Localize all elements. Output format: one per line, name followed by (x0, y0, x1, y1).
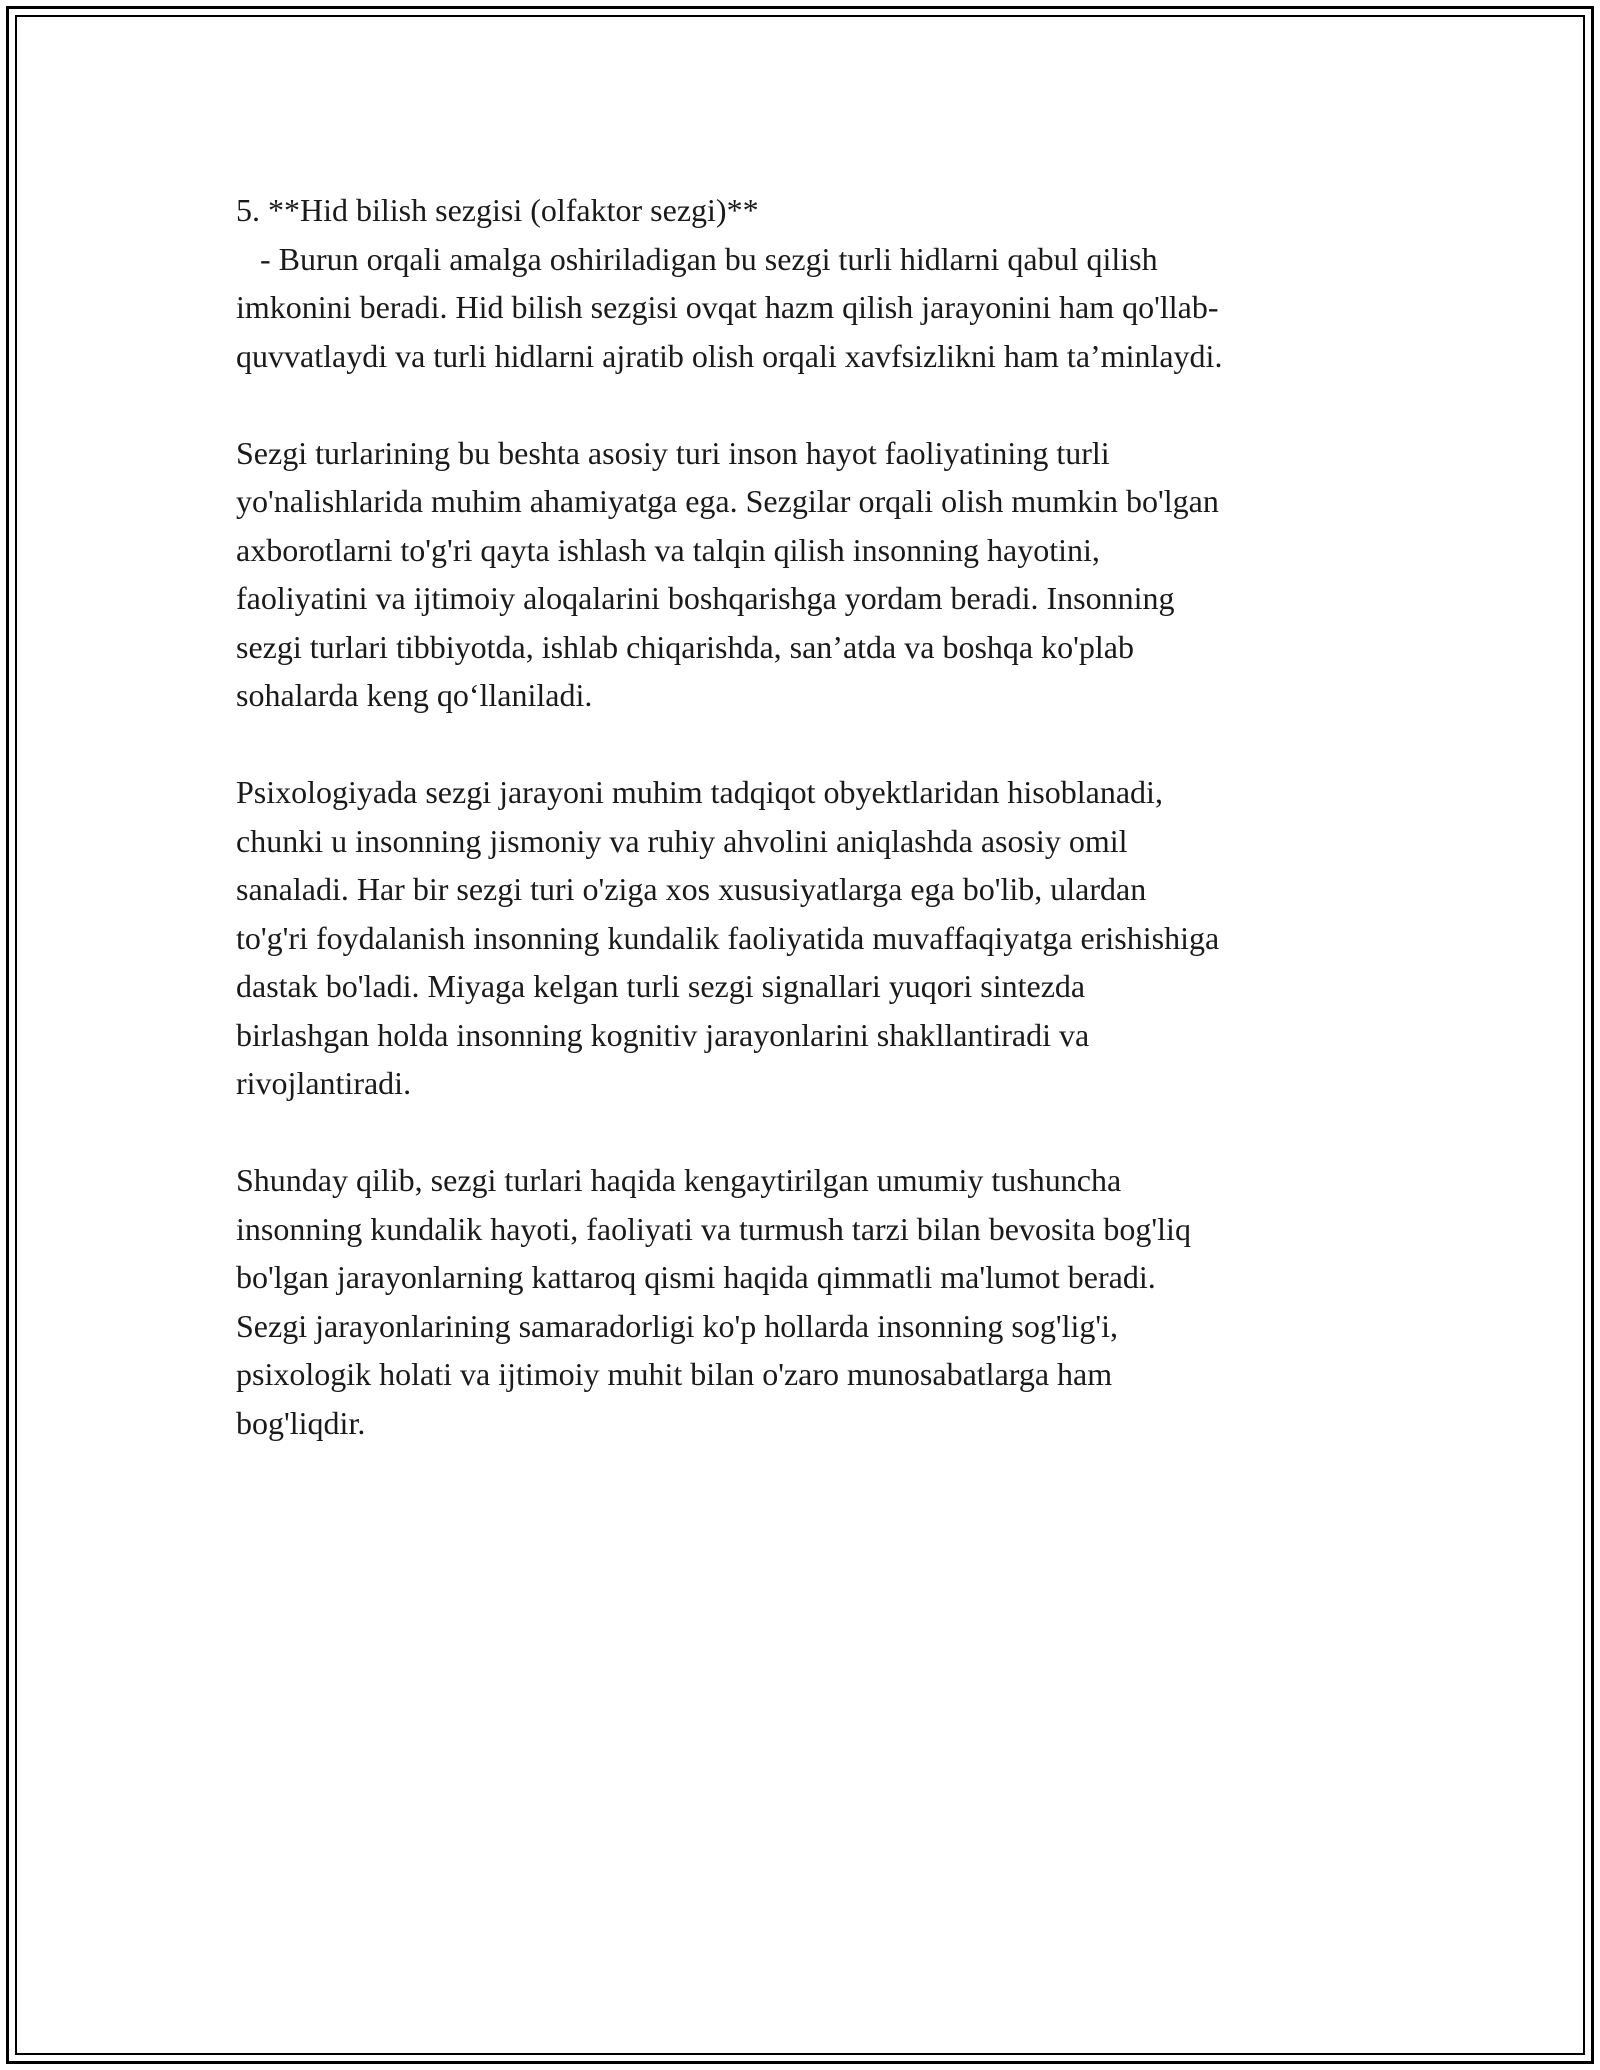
paragraph-line: dastak bo'ladi. Miyaga kelgan turli sezgi signallari yuqori sintezda (236, 968, 1086, 1004)
paragraph-line: yo'nalishlarida muhim ahamiyatga ega. Sezgilar orqali olish mumkin bo'lgan (236, 483, 1219, 519)
bullet-line: imkonini beradi. Hid bilish sezgisi ovqat hazm qilish jarayonini ham qo'llab- (236, 289, 1219, 325)
section-olfactory (236, 186, 1386, 380)
paragraph-spacer (236, 1108, 1386, 1157)
paragraph-line: bog'liqdir. (236, 1404, 366, 1441)
paragraph-line: Sezgi turlarining bu beshta asosiy turi inson hayot faoliyatining turli (236, 434, 1110, 471)
paragraph-line: faoliyatini va ijtimoiy aloqalarini boshqarishga yordam beradi. Insonning (236, 580, 1175, 616)
paragraph-line: Psixologiyada sezgi jarayoni muhim tadqiqot obyektlaridan hisoblanadi, (236, 774, 1163, 810)
paragraph-1 (236, 429, 1386, 720)
paragraph-3 (236, 1156, 1386, 1447)
bullet-line: - Burun orqali amalga oshiriladigan bu sezgi turli hidlarni qabul qilish (236, 240, 1158, 277)
paragraph-line: bo'lgan jarayonlarning kattaroq qismi haqida qimmatli ma'lumot beradi. (236, 1259, 1156, 1295)
paragraph-line: chunki u insonning jismoniy va ruhiy ahvolini aniqlashda asosiy omil (236, 822, 1128, 859)
bullet-line: quvvatlaydi va turli hidlarni ajratib olish orqali xavfsizlikni ham ta’minlaydi. (236, 337, 1223, 374)
paragraph-line: psixologik holati va ijtimoiy muhit bilan o'zaro munosabatlarga ham (236, 1356, 1113, 1392)
paragraph-line: sezgi turlari tibbiyotda, ishlab chiqarishda, san’atda va boshqa ko'plab (236, 628, 1134, 665)
paragraph-line: axborotlarni to'g'ri qayta ishlash va talqin qilish insonning hayotini, (236, 531, 1100, 568)
paragraph-2 (236, 768, 1386, 1108)
paragraph-line: Sezgi jarayonlarining samaradorligi ko'p hollarda insonning sog'lig'i, (236, 1307, 1119, 1344)
paragraph-line: to'g'ri foydalanish insonning kundalik faoliyatida muvaffaqiyatga erishishiga (236, 919, 1220, 956)
section-heading: 5. **Hid bilish sezgisi (olfaktor sezgi)** (236, 192, 759, 228)
paragraph-spacer (236, 380, 1386, 429)
document-body (236, 186, 1386, 1447)
paragraph-line: rivojlantiradi. (236, 1065, 412, 1101)
paragraph-line: sanaladi. Har bir sezgi turi o'ziga xos xususiyatlarga ega bo'lib, ulardan (236, 871, 1147, 907)
paragraph-line: sohalarda keng qo‘llaniladi. (236, 677, 593, 713)
paragraph-spacer (236, 720, 1386, 769)
paragraph-line: insonning kundalik hayoti, faoliyati va turmush tarzi bilan bevosita bog'liq (236, 1210, 1191, 1247)
paragraph-line: Shunday qilib, sezgi turlari haqida kengaytirilgan umumiy tushuncha (236, 1162, 1122, 1198)
paragraph-line: birlashgan holda insonning kognitiv jarayonlarini shakllantiradi va (236, 1016, 1090, 1053)
